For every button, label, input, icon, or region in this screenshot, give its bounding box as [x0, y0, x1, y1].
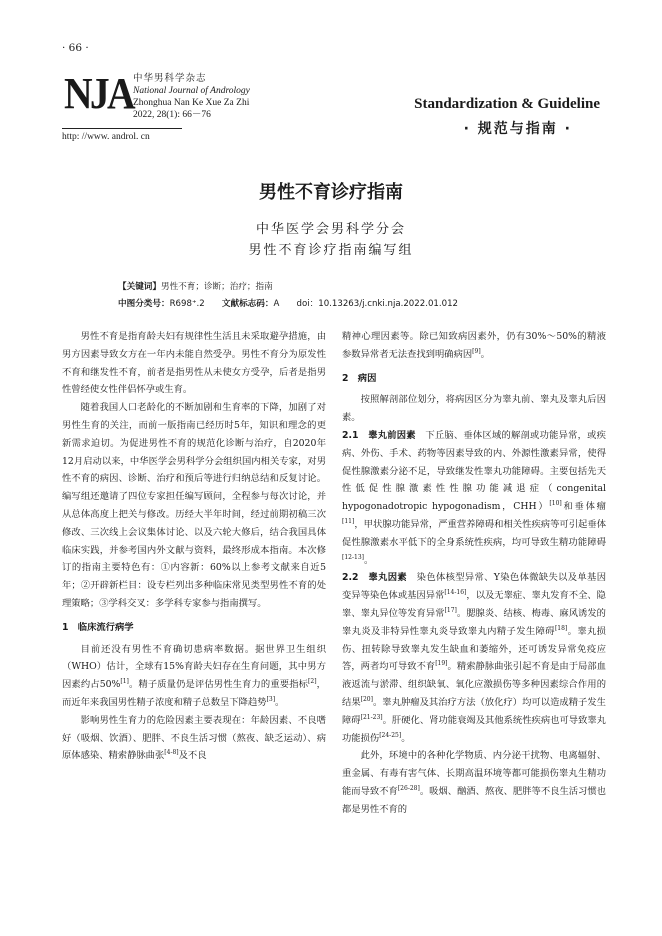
clc-label: 中图分类号：	[118, 299, 170, 309]
citation: [10]	[549, 500, 562, 508]
page-number: · 66 ·	[62, 42, 89, 54]
paragraph: 精神心理因素等。除已知致病因素外，仍有30%～50%的精液参数异常者无法查找到明确病因[9]。	[342, 331, 606, 360]
classification-line	[118, 296, 458, 313]
clc-code: R698⁺.2	[169, 299, 205, 309]
citation: [21-23]	[360, 713, 383, 721]
journal-logo: NJA	[64, 69, 133, 118]
citation: [20]	[360, 695, 373, 703]
citation: [18]	[554, 624, 568, 632]
doc-code-label: 文献标志码：	[221, 299, 274, 309]
author-org-2: 男性不育诊疗指南编写组	[248, 243, 414, 258]
header-rule	[62, 128, 182, 129]
author-org-1: 中华医学会男科学分会	[255, 222, 406, 237]
journal-issue: 2022, 28(1): 66－76	[133, 110, 211, 120]
article-metadata	[118, 279, 458, 313]
section-heading: 1 临床流行病学	[62, 621, 134, 633]
journal-info	[133, 73, 250, 121]
citation: [3]	[266, 695, 276, 703]
paragraph: 此外，环境中的各种化学物质、内分泌干扰物、电离辐射、重金属、有毒有害气体、长期高温环境等都可能损伤睾丸生精功能而导致不育[26-28]。吸烟、酗酒、熬夜、肥胖等不良生活习惯也都是男性不育的	[342, 750, 606, 815]
citation: [12-13]	[342, 553, 364, 561]
keywords-line	[118, 279, 458, 296]
keywords: 男性不育；诊断；治疗；指南	[160, 282, 273, 292]
section-title-en: Standardization & Guideline	[414, 96, 600, 112]
keywords-label: 【关键词】	[118, 282, 161, 292]
paragraph: 男性不育是指育龄夫妇有规律性生活且未采取避孕措施，由男方因素导致女方在一年内未能自然受孕。男性不育分为原发性不育和继发性不育，前者是指男性从未使女方受孕，后者是指男性曾经使女性伴侣怀孕或生育。	[62, 331, 326, 396]
right-column	[342, 328, 606, 819]
journal-name-pinyin: Zhonghua Nan Ke Xue Za Zhi	[133, 98, 250, 108]
citation: [14-16]	[444, 589, 467, 597]
paragraph: 影响男性生育力的危险因素主要表现在：年龄因素、不良嗜好（吸烟、饮酒）、肥胖、不良生活习惯（熬夜、缺乏运动）、病原体感染、精索静脉曲张[4-8]及不良	[62, 714, 326, 762]
paragraph: 目前还没有男性不育确切患病率数据。据世界卫生组织（WHO）估计，全球有15%育龄夫妇存在生育问题，其中男方因素约占50%[1]。精子质量仍是评估男性生育力的重要指标[2]，而近年来我国男性精子浓度和精子总数呈下降趋势[3]。	[62, 643, 326, 708]
citation: [11]	[342, 517, 355, 525]
journal-name-zh: 中华男科学杂志	[133, 73, 207, 84]
subsection-label: 2.2 睾丸因素	[342, 572, 408, 584]
subsection-2-2: 2.2 睾丸因素 染色体核型异常、Y染色体微缺失以及单基因变异等染色体或基因异常[14-16]，以及无睾症、睾丸发育不全、隐睾、睾丸异位等发育异常[17]。腮腺炎、结核、梅毒、麻风诱发的睾丸炎及非特异性睾丸炎导致睾丸内精子发生障碍[18]。睾丸损伤、扭转除导致睾丸发生缺血和萎缩外，还可诱发异常免疫应答，两者均可导致不育[19]。精索静脉曲张引起不育是由于局部血液返流与淤滞、组织缺氧、氧化应激损伤等多种因素综合作用的结果[20]。睾丸肿瘤及其治疗方法（放化疗）均可以造成精子发生障碍[21-23]。肝硬化、肾功能衰竭及其他系统性疾病也可导致睾丸功能损伤[24-25]。	[342, 572, 606, 744]
citation: [2]	[308, 678, 317, 686]
citation: [1]	[120, 678, 129, 686]
doc-code: A	[273, 299, 280, 309]
doi: doi：10.13263/j.cnki.nja.2022.01.012	[296, 299, 459, 309]
article-title: 男性不育诊疗指南	[259, 182, 403, 203]
citation: [24-25]	[379, 731, 402, 739]
journal-url[interactable]: http: //www. androl. cn	[62, 132, 150, 142]
paragraph: 按照解剖部位划分，将病因区分为睾丸前、睾丸及睾丸后因素。	[342, 394, 606, 424]
paragraph: 随着我国人口老龄化的不断加剧和生育率的下降，加剧了对男性生育的关注，而前一版指南已经历时5年，知识和理念的更新需求迫切。为促进男性不育的规范化诊断与治疗，自2020年12月启动以来，中华医学会男科学分会组织国内相关专家，对男性不育的病因、诊断、治疗和预后等进行归纳总结和反复讨论。编写组还邀请了四位专家担任编写顾问，全程参与每次讨论，并从总体高度上把关与修改。历经大半年时间，经过前期初稿三次修改、三次线上会议集体讨论、以及六轮大修后，结合我国具体临床实践，并参考国内外文献与资料，最终形成本指南。本次修订的指南主要特色有：①内容新：60%以上参考文献来自近5年；②开辟新栏目：设专栏列出多种临床常见类型男性不育的处理策略；③学科交叉：多学科专家参与指南撰写。	[62, 402, 326, 609]
section-title-zh: · 规范与指南 ·	[463, 121, 572, 137]
journal-name-en: National Journal of Andrology	[133, 86, 250, 96]
left-column	[62, 328, 326, 765]
citation: [4-8]	[164, 749, 179, 757]
citation: [26-28]	[397, 784, 420, 792]
citation: [9]	[472, 347, 481, 355]
section-heading: 2 病因	[342, 372, 377, 384]
citation: [19]	[435, 660, 448, 668]
subsection-label: 2.1 睾丸前因素	[342, 429, 416, 441]
subsection-2-1: 2.1 睾丸前因素 下丘脑、垂体区域的解剖或功能异常，或疾病、外伤、手术、药物等因素导致的内、外源性激素异常，使得促性腺激素分泌不足，导致继发性睾丸功能障碍。主要包括先天性低促性腺激素性性腺功能减退症（congenital hypogonadotropic hypogonadism，CHH）[10]和垂体瘤[11]，甲状腺功能异常，严重营养障碍和相关性疾病等可引起垂体促性腺激素水平低下的全身系统性疾病，均可导致生精功能障碍[12-13]。	[342, 429, 606, 566]
citation: [17]	[444, 606, 457, 614]
